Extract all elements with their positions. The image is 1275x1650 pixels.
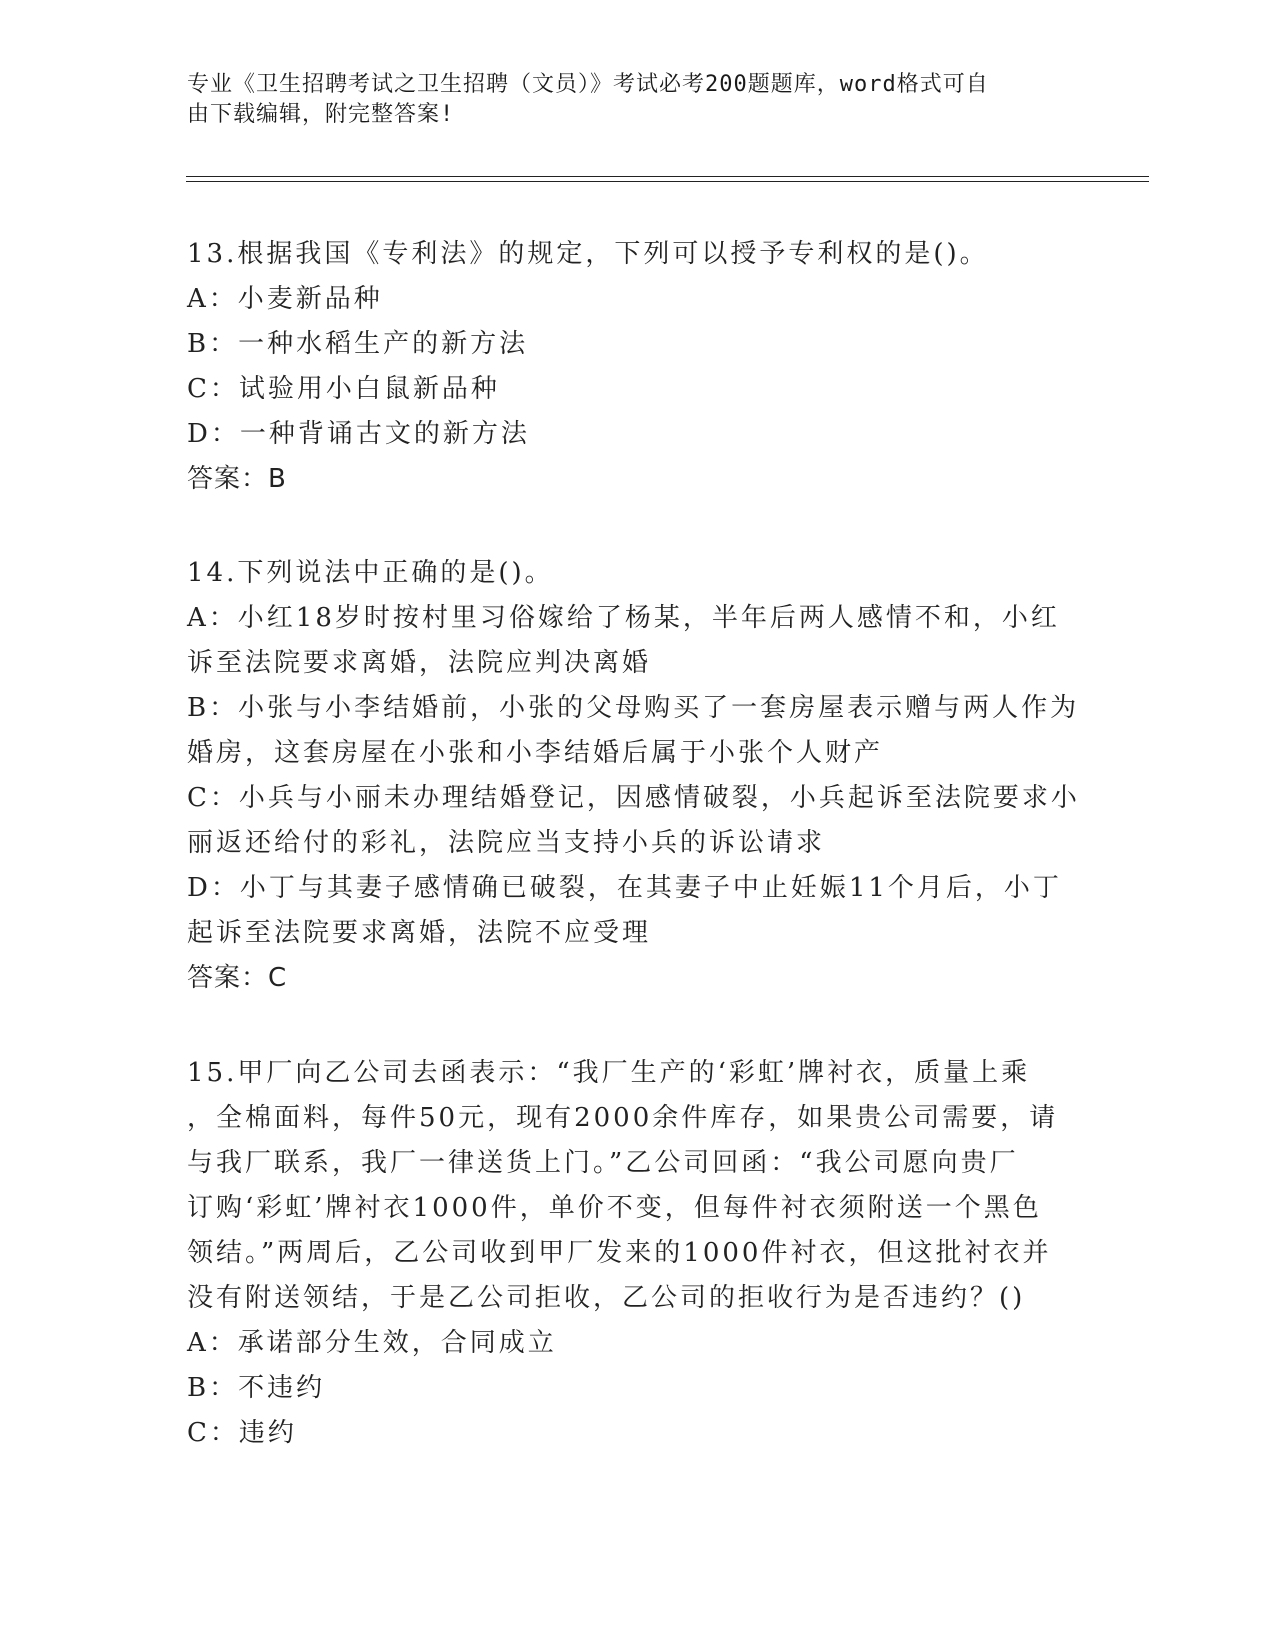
option-b-continued: 婚房，这套房屋在小张和小李结婚后属于小张个人财产 [187,738,884,768]
option-d: D：一种背诵古文的新方法 [187,419,530,449]
question-stem-continued: 与我厂联系，我厂一律送货上门。”乙公司回函：“我公司愿向贵厂 [187,1148,1019,1178]
header-line-1: 专业《卫生招聘考试之卫生招聘（文员）》考试必考200题题库，word格式可自 [187,72,989,97]
option-c: C：试验用小白鼠新品种 [187,374,500,404]
option-c-continued: 丽返还给付的彩礼，法院应当支持小兵的诉讼请求 [187,828,826,858]
answer-line: 答案：C [187,963,288,993]
question-stem: 15.甲厂向乙公司去函表示：“我厂生产的‘彩虹’牌衬衣，质量上乘 [187,1058,1031,1088]
header-divider-top [186,176,1149,177]
option-a: A：承诺部分生效，合同成立 [187,1328,557,1358]
question-15 [187,1051,1087,1456]
option-c: C：违约 [187,1418,297,1448]
question-stem: 14.下列说法中正确的是()。 [187,558,554,588]
option-d-continued: 起诉至法院要求离婚，法院不应受理 [187,918,652,948]
answer-line: 答案：B [187,464,287,494]
question-stem-continued: ，全棉面料，每件50元，现有2000余件库存，如果贵公司需要，请 [187,1103,1059,1133]
question-stem-continued: 没有附送领结，于是乙公司拒收，乙公司的拒收行为是否违约？() [187,1283,1026,1313]
document-header [187,70,1067,130]
header-divider-bottom [186,181,1149,182]
question-stem: 13.根据我国《专利法》的规定，下列可以授予专利权的是()。 [187,239,989,269]
question-13 [187,232,1087,502]
option-d: D：小丁与其妻子感情确已破裂，在其妻子中止妊娠11个月后，小丁 [187,873,1062,903]
option-a: A：小红18岁时按村里习俗嫁给了杨某，半年后两人感情不和，小红 [187,603,1060,633]
option-b: B：不违约 [187,1373,326,1403]
question-stem-continued: 订购‘彩虹’牌衬衣1000件，单价不变，但每件衬衣须附送一个黑色 [187,1193,1042,1223]
option-a: A：小麦新品种 [187,284,383,314]
question-stem-continued: 领结。”两周后，乙公司收到甲厂发来的1000件衬衣，但这批衬衣并 [187,1238,1052,1268]
option-b: B：小张与小李结婚前，小张的父母购买了一套房屋表示赠与两人作为 [187,693,1080,723]
option-a-continued: 诉至法院要求离婚，法院应判决离婚 [187,648,652,678]
option-b: B：一种水稻生产的新方法 [187,329,529,359]
option-c: C：小兵与小丽未办理结婚登记，因感情破裂，小兵起诉至法院要求小 [187,783,1080,813]
question-14 [187,551,1087,1001]
header-line-2: 由下载编辑，附完整答案! [187,102,455,127]
